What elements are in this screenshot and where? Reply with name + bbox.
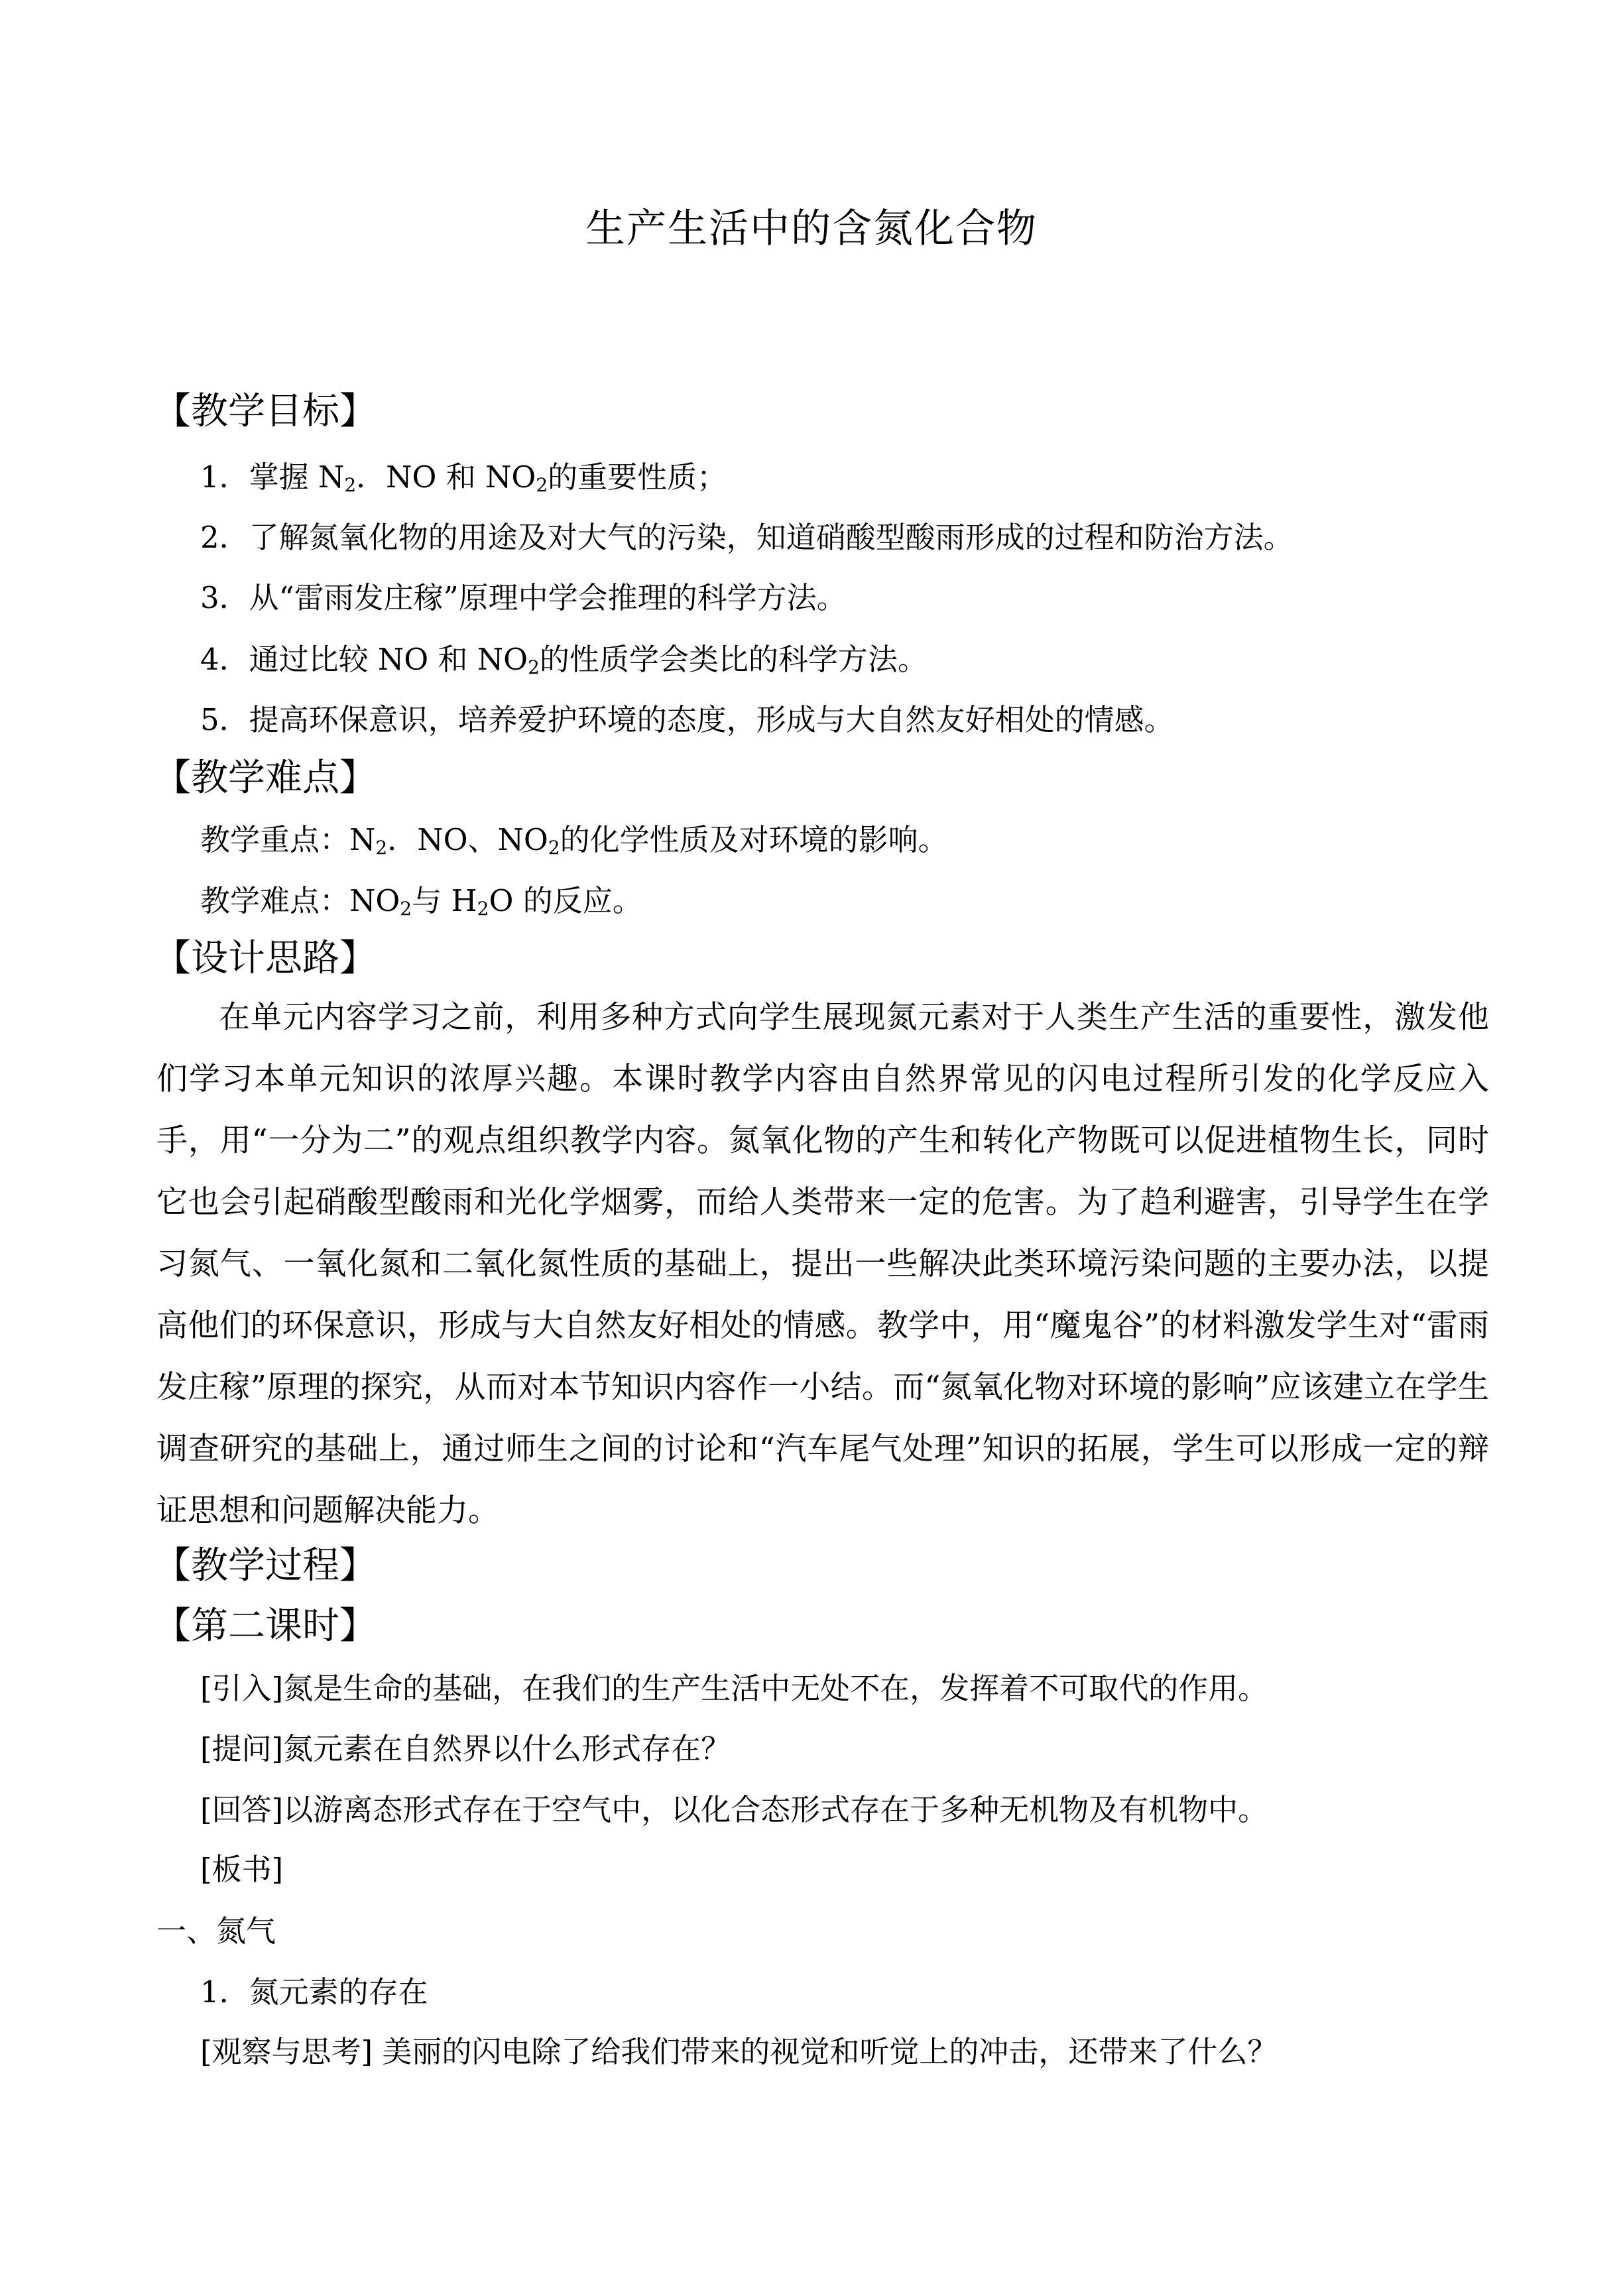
objective-1-text-b: ．NO 和 NO [356, 459, 536, 495]
key-point-sub-b: 2 [548, 837, 560, 859]
observe-think-line: [观察与思考] 美丽的闪电除了给我们带来的视觉和听觉上的冲击，还带来了什么？ [200, 2034, 1278, 2069]
objective-1-num: 1． [200, 459, 249, 495]
objective-1-sub-b: 2 [536, 474, 548, 496]
difficulties-heading: 【教学难点】 [154, 756, 377, 800]
objective-4-sub-a: 2 [528, 656, 540, 678]
key-point-text-a: 教学重点：N [200, 822, 376, 857]
document-title: 生产生活中的含氮化合物 [585, 206, 1038, 252]
process-heading: 【教学过程】 [154, 1544, 377, 1587]
objective-item-3: 3．从“雷雨发庄稼”原理中学会推理的科学方法。 [200, 580, 847, 615]
difficult-point-text-a: 教学难点：NO [200, 883, 400, 918]
key-point-text-c: 的化学性质及对环境的影响。 [560, 822, 948, 857]
difficult-point-line [200, 881, 642, 921]
objective-1-text-c: 的重要性质； [548, 459, 727, 495]
objective-4-text-b: 的性质学会类比的科学方法。 [539, 642, 928, 677]
objective-4-text-a: 4．通过比较 NO 和 NO [200, 642, 528, 677]
process-line-answer: [回答]以游离态形式存在于空气中，以化合态形式存在于多种无机物及有机物中。 [200, 1792, 1268, 1827]
objective-item-4 [200, 640, 928, 680]
objective-1-sub-a: 2 [344, 474, 357, 496]
design-paragraph: 在单元内容学习之前，利用多种方式向学生展现氮元素对于人类生产生活的重要性，激发他们学习本单元知识的浓厚兴趣。本课时教学内容由自然界常见的闪电过程所引发的化学反应入手，用“一分为二”的观点组织教学内容。氮氧化物的产生和转化产物既可以促进植物生长，同时它也会引起硝酸型酸雨和光化学烟雾，而给人类带来一定的危害。为了趋利避害，引导学生在学习氮气、一氧化氮和二氧化氮性质的基础上，提出一些解决此类环境污染问题的主要办法，以提高他们的环保意识，形成与大自然友好相处的情感。教学中，用“魔鬼谷”的材料激发学生对“雷雨发庄稼”原理的探究，从而对本节知识内容作一小结。而“氮氧化物对环境的影响”应该建立在学生调查研究的基础上，通过师生之间的讨论和“汽车尾气处理”知识的拓展，学生可以形成一定的辩证思想和问题解决能力。 [156, 999, 1489, 1529]
difficult-point-text-b: 与 H [412, 883, 477, 918]
subsection-nitrogen-existence: 1．氮元素的存在 [200, 1974, 428, 2010]
difficult-point-sub-a: 2 [400, 898, 412, 920]
lesson-heading: 【第二课时】 [154, 1604, 377, 1648]
objective-item-2: 2．了解氮氧化物的用途及对大气的污染，知道硝酸型酸雨形成的过程和防治方法。 [200, 520, 1293, 555]
objective-item-5: 5．提高环保意识，培养爱护环境的态度，形成与大自然友好相处的情感。 [200, 702, 1174, 737]
section-nitrogen-title: 一、氮气 [156, 1913, 276, 1949]
difficult-point-text-c: O 的反应。 [489, 883, 642, 918]
key-point-sub-a: 2 [375, 837, 388, 859]
difficult-point-sub-b: 2 [477, 898, 489, 920]
process-line-board: [板书] [200, 1852, 284, 1887]
key-point-text-b: ．NO、NO [387, 822, 548, 857]
objective-item-1 [200, 457, 727, 497]
objectives-heading: 【教学目标】 [154, 390, 377, 433]
process-line-question: [提问]氮元素在自然界以什么形式存在？ [200, 1731, 731, 1766]
key-point-line [200, 820, 948, 860]
objective-1-text-a: 掌握 N [249, 459, 345, 495]
process-line-intro: [引入]氮是生命的基础，在我们的生产生活中无处不在，发挥着不可取代的作用。 [200, 1671, 1268, 1706]
design-heading: 【设计思路】 [154, 937, 377, 980]
